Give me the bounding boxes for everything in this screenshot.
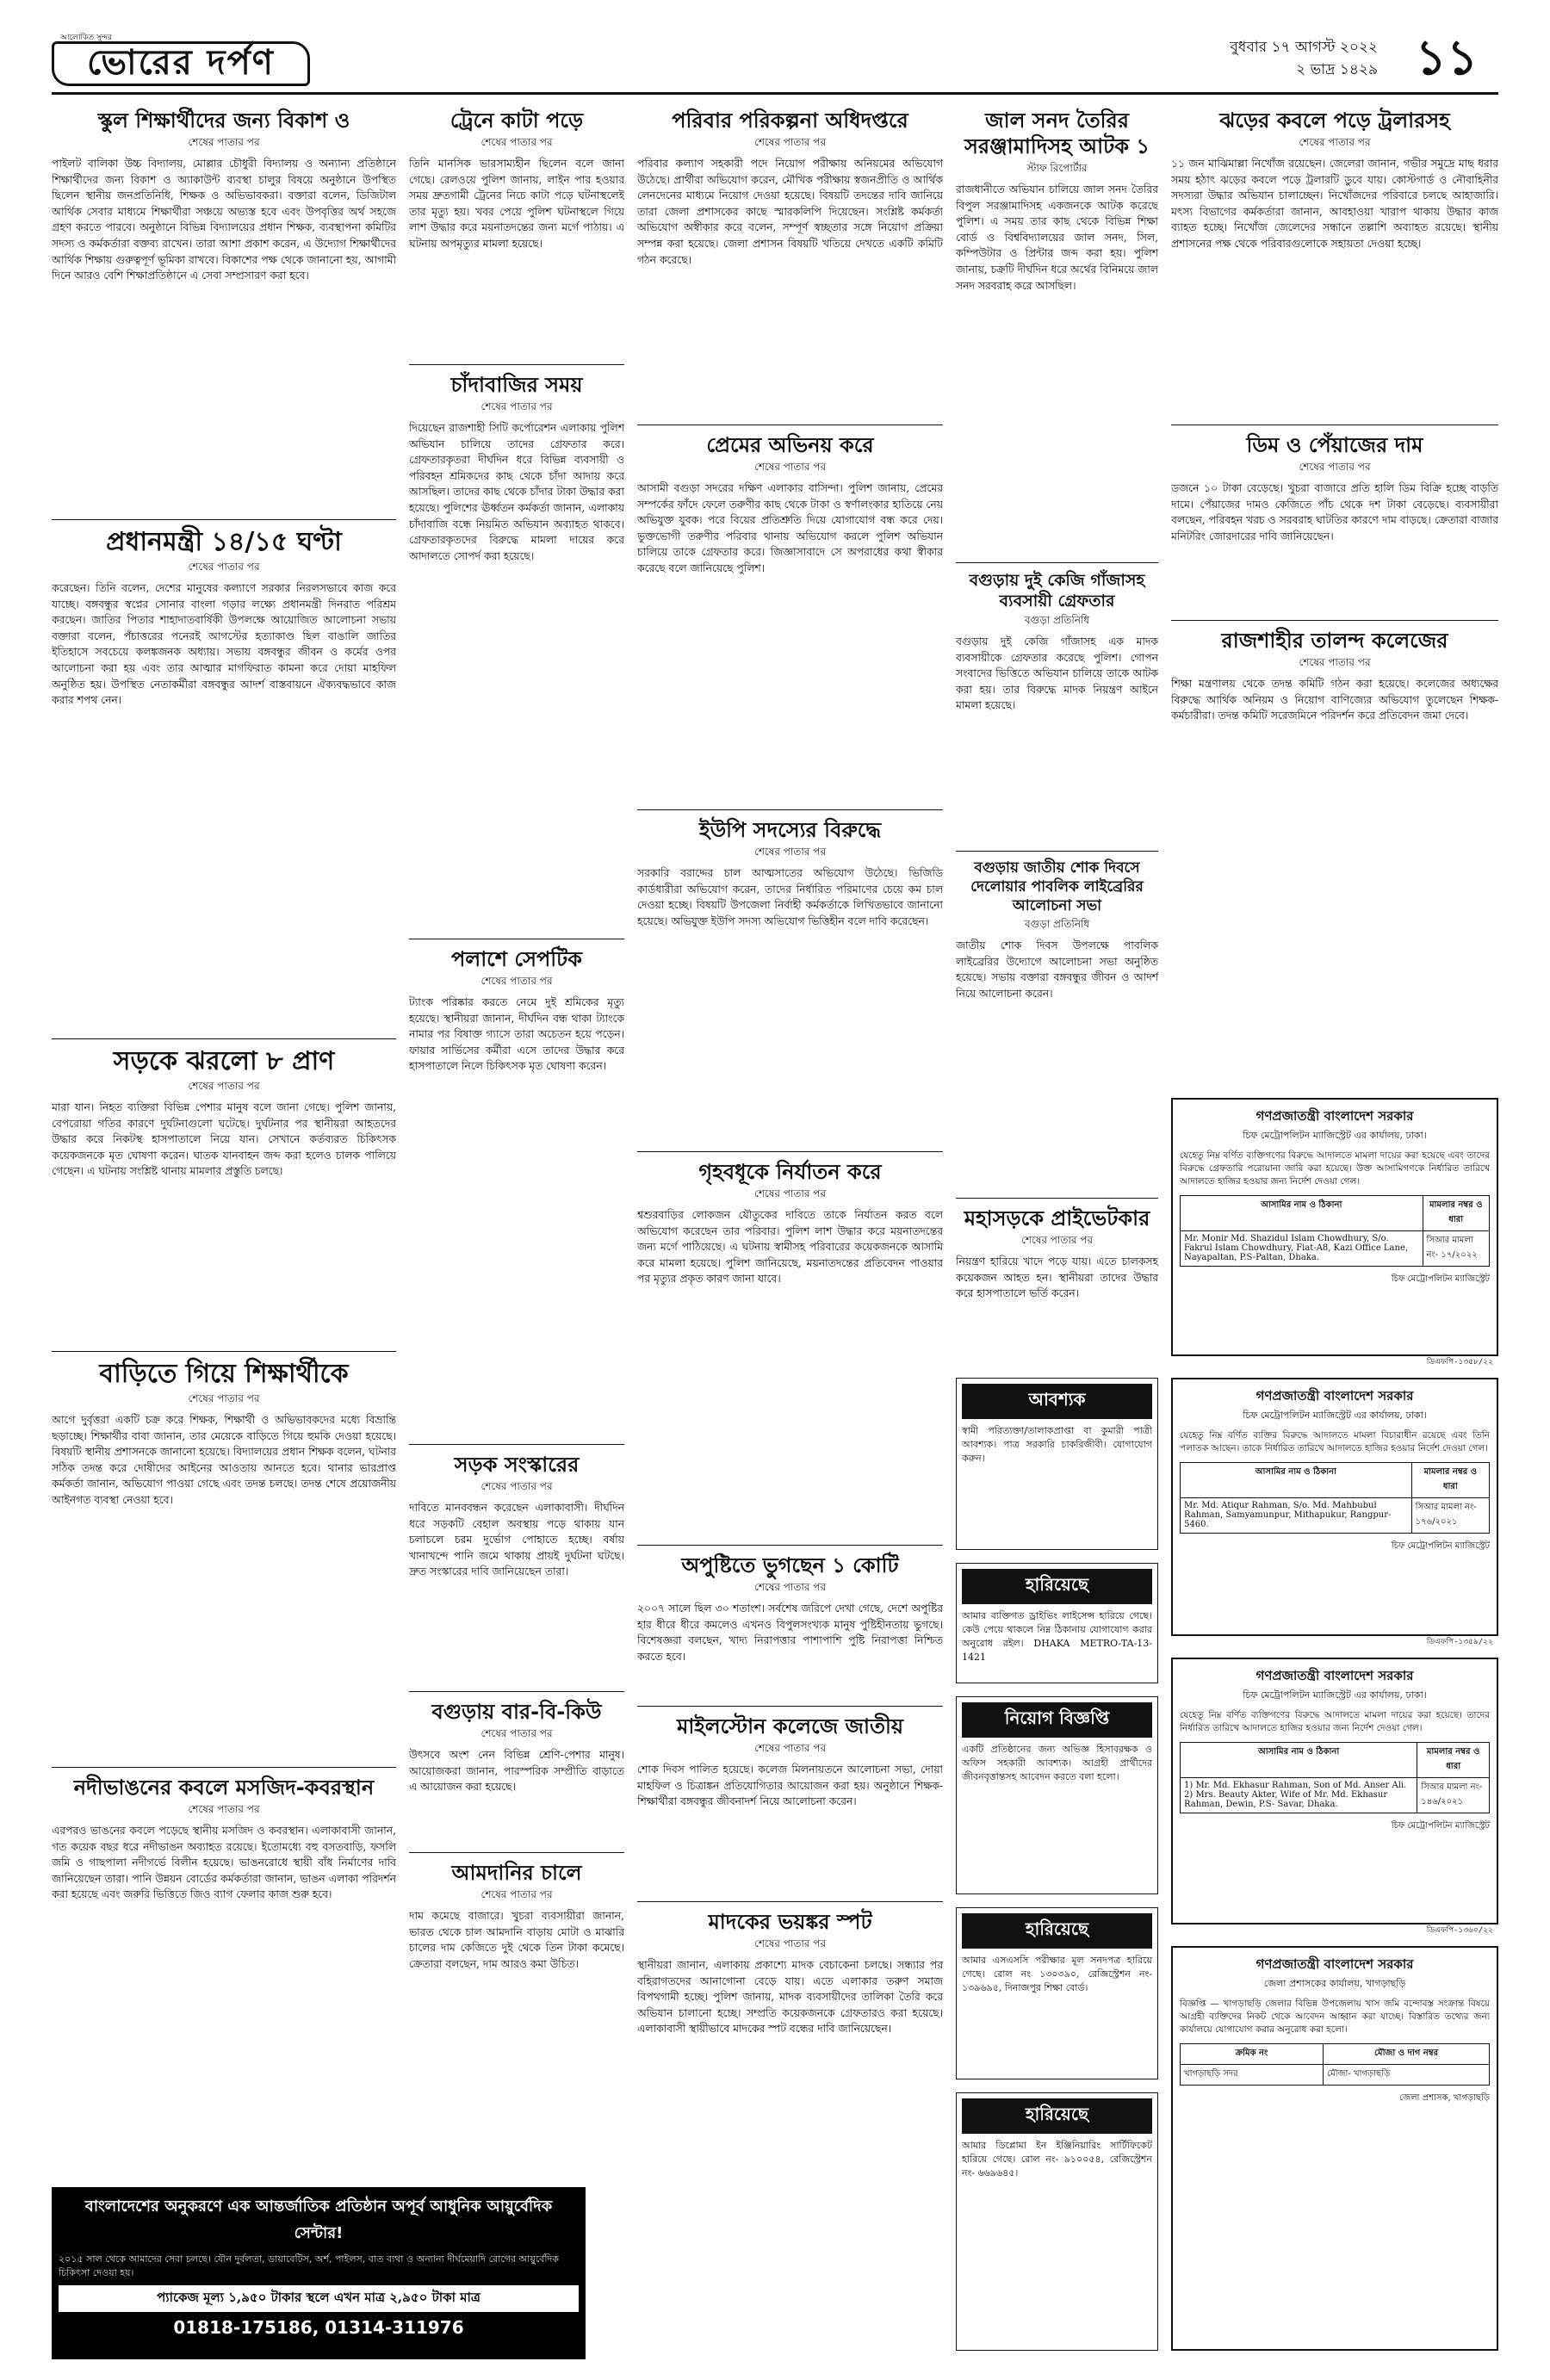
kicker: শেষের পাতার পর — [480, 1888, 553, 1900]
kicker: শেষের পাতার পর — [1299, 656, 1371, 668]
article-torture — [637, 1159, 943, 1534]
article-road — [52, 1046, 396, 1341]
article-shortfall — [637, 1553, 943, 1695]
headline: ঝড়ের কবলে পড়ে ট্রলারসহ — [1219, 108, 1450, 133]
article-body: নিয়ন্ত্রণ হারিয়ে খাদে পড়ে যায়। এতে চালকসহ কয়েকজন আহত হন। স্থানীয়রা তাদের উদ্ধার করে হাসপাতালে ভর্তি করেন। — [956, 1255, 1158, 1300]
table-cell: মৌজা- খাগড়াছড়ি — [1324, 2065, 1490, 2086]
kicker: শেষের পাতার পর — [1020, 1234, 1094, 1246]
article-milestone — [637, 1714, 943, 1891]
table-cell: খাগড়াছড়ি সদর — [1181, 2065, 1324, 2086]
gov-ad-body: বিজ্ঞপ্তি — খাগড়াছড়ি জেলার বিভিন্ন উপজেলায় খাস জমি বন্দোবস্ত সংক্রান্ত বিষয়ে আগ্রহী ব্যক্তিদের নিকট থেকে আবেদন আহ্বান করা যাচ্ছে। বিস্তারিত তথ্যের জন্য কার্যালয়ে যোগাযোগ করার অনুরোধ করা হলো। — [1180, 1999, 1490, 2035]
logo-wrap — [52, 31, 327, 86]
ad-code: ডিএফপি-১৩৬০/২২ — [1426, 1926, 1493, 1935]
gov-ad-3 — [1171, 1658, 1498, 1935]
kicker: শেষের পাতার পর — [1299, 461, 1371, 473]
table-header: আসামির নাম ও ঠিকানা — [1181, 1196, 1423, 1231]
table-header: মামলার নম্বর ও ধারা — [1411, 1463, 1489, 1498]
classified-lost-1 — [956, 1563, 1158, 1683]
kicker: শেষের পাতার পর — [480, 400, 553, 412]
headline: বগুড়ায় জাতীয় শোক দিবসে দেলোয়ার পাবলিক লাইব্রেরির আলোচনা সভা — [970, 859, 1144, 914]
gov-ad-4 — [1171, 1946, 1498, 2351]
kicker: বগুড়া প্রতিনিধি — [1024, 614, 1090, 626]
kicker: শেষের পাতার পর — [188, 1392, 260, 1404]
article-trawler — [1171, 108, 1498, 414]
gov-ad-body: যেহেতু নিম্ন বর্ণিত ব্যক্তির বিরুদ্ধে আদালতে মামলা বিচারাধীন রয়েছে এবং তিনি পলাতক আছেন। তাকে নির্ধারিত তারিখে আদালতে হাজির হওয়ার নির্দেশ দেওয়া গেল। — [1180, 1430, 1490, 1453]
divider — [52, 519, 396, 520]
divider — [956, 1198, 1158, 1199]
column-5 — [1171, 108, 1498, 798]
dateline — [1230, 36, 1378, 81]
headline: মাদকের ভয়ঙ্কর স্পট — [708, 1910, 872, 1934]
table-cell: Mr. Monir Md. Shazidul Islam Chowdhury, S/o. Fakrul Islam Chowdhury, Fiat-A8, Kazi Office Lane, Nayapaltan, P.S-Paltan, Dhaka. — [1181, 1231, 1423, 1267]
article-income — [409, 1860, 624, 2132]
gov-ad-table — [1180, 1195, 1490, 1267]
headline: মহাসড়কে প্রাইভেটকার — [964, 1206, 1150, 1230]
date-gregorian: বুধবার ১৭ আগস্ট ২০২২ — [1230, 39, 1378, 56]
classified-body: একটি প্রতিষ্ঠানের জন্য অভিজ্ঞ হিসাবরক্ষক ও অফিস সহকারী আবশ্যক। আগ্রহী প্রার্থীদের জীবনবৃত্তান্তসহ আবেদন করতে বলা হলো। — [962, 1744, 1152, 1782]
divider — [52, 1351, 396, 1352]
article-up — [637, 817, 943, 1141]
gov-ad-table — [1180, 2043, 1490, 2086]
kicker: শেষের পাতার পর — [753, 1581, 827, 1593]
column-2 — [409, 108, 624, 2142]
ad-code: ডিএফপি-১৩৫৮/২২ — [1426, 1358, 1493, 1367]
gov-ad-signature: চিফ মেট্রোপলিটন ম্যাজিস্ট্রেট — [1391, 1821, 1490, 1831]
kicker: শেষের পাতার পর — [753, 1937, 827, 1949]
table-header: মৌজা ও দাগ নম্বর — [1324, 2044, 1490, 2065]
article-body: ডজনে ১০ টাকা বেড়েছে। খুচরা বাজারে প্রতি হালি ডিম বিক্রি হচ্ছে বাড়তি দামে। পেঁয়াজের দামও কেজিতে পাঁচ থেকে দশ টাকা বেড়েছে। ব্যবসায়ীরা বলছেন, পরিবহন খরচ ও সরবরাহ ঘাটতির কারণে দাম বাড়ছে। ক্রেতারা বাজার মনিটরিং জোরদারের দাবি জানিয়েছেন। — [1171, 482, 1498, 542]
kicker: শেষের পাতার পর — [753, 846, 827, 858]
article-body: ২০০৭ সালে ছিল ৩০ শতাংশ। সর্বশেষ জরিপে দেখা গেছে, দেশে অপুষ্টির হার ধীরে ধীরে কমলেও এখনও বিপুলসংখ্যক মানুষ পুষ্টিহীনতায় ভুগছে। বিশেষজ্ঞরা বলছেন, খাদ্য নিরাপত্তার পাশাপাশি পুষ্টি নিরাপত্তা নিশ্চিত করতে হবে। — [637, 1602, 943, 1663]
article-roadrepair — [409, 1452, 624, 1681]
kicker: বগুড়া প্রতিনিধি — [1024, 918, 1090, 930]
headline: নদীভাঙনের কবলে মসজিদ-কবরস্থান — [73, 1776, 375, 1800]
table-header: মামলার নম্বর ও ধারা — [1417, 1743, 1490, 1778]
table-header: আসামির নাম ও ঠিকানা — [1181, 1463, 1412, 1498]
headline: সড়ক সংস্কারের — [454, 1453, 580, 1477]
article-body: উৎসবে অংশ নেন বিভিন্ন শ্রেণি-পেশার মানুষ। আয়োজকরা জানান, পারস্পরিক সম্প্রীতি বাড়াতে এ আয়োজন করা হয়েছে। — [409, 1749, 624, 1794]
kicker: শেষের পাতার পর — [480, 1480, 553, 1492]
article-school — [52, 108, 396, 509]
classified-lost-3 — [956, 2092, 1158, 2351]
classified-body: আমার এসএসসি পরীক্ষার মূল সনদপত্র হারিয়ে গেছে। রোল নং ১৩০৩৯০, রেজিস্ট্রেশন নং- ১৩৯৬৯৫, দিনাজপুর শিক্ষা বোর্ড। — [962, 1955, 1152, 1993]
article-drama — [637, 432, 943, 799]
article-body: করেছেন। তিনি বলেন, দেশের মানুষের কল্যাণে সরকার নিরলসভাবে কাজ করে যাচ্ছে। বঙ্গবন্ধুর স্বপ্নের সোনার বাংলা গড়ার লক্ষ্যে প্রধানমন্ত্রী দিনরাত পরিশ্রম করছেন। জাতির পিতার শাহাদাতবার্ষিকী উপলক্ষে আয়োজিত আলোচনা সভায় বক্তারা বলেন, পঁচাত্তরের পনেরই আগস্টের হত্যাকাণ্ড ছিল বাঙালি জাতির ইতিহাসে সবচেয়ে কলঙ্কজনক অধ্যায়। সভায় বঙ্গবন্ধুর জীবন ও কর্মের ওপর আলোচনা করা হয় এবং তার আত্মার মাগফিরাত কামনা করে দোয়া মাহফিল অনুষ্ঠিত হয়। উপস্থিত নেতাকর্মীরা বঙ্গবন্ধুর আদর্শ বাস্তবায়নে ঐক্যবদ্ধভাবে কাজ করার শপথ নেন। — [52, 582, 396, 707]
divider — [637, 1901, 943, 1902]
headline: মাইলস্টোন কলেজে জাতীয় — [677, 1714, 903, 1739]
kicker: শেষের পাতার পর — [188, 1080, 260, 1092]
ayurvedic-promo-ad — [52, 2187, 586, 2359]
article-body: রাজধানীতে অভিযান চালিয়ে জাল সনদ তৈরির বিপুল সরঞ্জামাদিসহ একজনকে আটক করেছে পুলিশ। এ সময় তার কাছ থেকে বিভিন্ন শিক্ষা বোর্ড ও বিশ্ববিদ্যালয়ের জাল সনদ, সিল, কম্পিউটার ও প্রিন্টার জব্দ করা হয়। পুলিশ জানায়, চক্রটি দীর্ঘদিন ধরে অর্থের বিনিময়ে জাল সনদ সরবরাহ করে আসছিল। — [956, 183, 1158, 292]
kicker: শেষের পাতার পর — [753, 136, 827, 148]
headline: আমদানির চালে — [451, 1861, 582, 1885]
article-body: এরপরও ভাঙনের কবলে পড়েছে স্থানীয় মসজিদ ও কবরস্থান। এলাকাবাসী জানান, গত কয়েক বছর ধরে নদীভাঙন অব্যাহত রয়েছে। ইতোমধ্যে বহু বসতবাড়ি, ফসলি জমি ও গাছপালা নদীগর্ভে বিলীন হয়েছে। ভাঙনরোধে স্থায়ী বাঁধ নির্মাণের দাবি জানিয়েছেন তারা। পানি উন্নয়ন বোর্ডের কর্মকর্তারা জানান, ভাঙন এলাকা পরিদর্শন করা হয়েছে এবং জরুরি ভিত্তিতে জিও ব্যাগ ফেলার কাজ শুরু হবে। — [52, 1825, 396, 1901]
headline: প্রধানমন্ত্রী ১৪/১৫ ঘণ্টা — [106, 527, 342, 557]
article-body: পাইলট বালিকা উচ্চ বিদ্যালয়, মোল্লার চৌধুরী বিদ্যালয় ও অন্যান্য প্রতিষ্ঠানে শিক্ষার্থীদের জন্য বিকাশ ও অ্যাকাউন্ট ব্যবস্থা চালুর বিষয়ে অনুষ্ঠানে উপস্থিত ছিলেন স্থানীয় জনপ্রতিনিধি, শিক্ষক ও অভিভাবকরা। বক্তারা বলেন, ডিজিটাল আর্থিক সেবার মাধ্যমে শিক্ষার্থীরা সঞ্চয়ে অভ্যস্ত হবে এবং উপবৃত্তির অর্থ সহজে গ্রহণ করতে পারবে। অনুষ্ঠানে বিভিন্ন বিদ্যালয়ের প্রধান শিক্ষক, ব্যবস্থাপনা কমিটির সদস্য ও কর্মকর্তারা বক্তব্য রাখেন। তারা আশা প্রকাশ করেন, এ উদ্যোগ শিক্ষার্থীদের আর্থিক শিক্ষায় গুরুত্বপূর্ণ ভূমিকা রাখবে। বিকাশের পক্ষ থেকে জানানো হয়, আগামী দিনে আরও বেশি শিক্ষাপ্রতিষ্ঠানে এ সেবা সম্প্রসারণ করা হবে। — [52, 158, 396, 282]
divider — [637, 1706, 943, 1707]
headline: বগুড়ায় বার-বি-কিউ — [431, 1700, 602, 1724]
classified-wanted — [956, 1378, 1158, 1550]
divider — [956, 562, 1158, 563]
article-body: পরিবার কল্যাণ সহকারী পদে নিয়োগ পরীক্ষায় অনিয়মের অভিযোগ উঠেছে। প্রার্থীরা অভিযোগ করেন, মৌখিক পরীক্ষায় স্বজনপ্রীতি ও আর্থিক লেনদেনের মাধ্যমে নিয়োগ দেওয়া হয়েছে। বিষয়টি তদন্তের দাবি জানিয়ে তারা জেলা প্রশাসকের কাছে স্মারকলিপি দিয়েছেন। সংশ্লিষ্ট কর্মকর্তা অভিযোগ অস্বীকার করে বলেন, সম্পূর্ণ স্বচ্ছতার সঙ্গে নিয়োগ প্রক্রিয়া সম্পন্ন করা হয়েছে। জেলা প্রশাসন বিষয়টি খতিয়ে দেখতে একটি কমিটি গঠন করেছে। — [637, 158, 943, 266]
article-body: ১১ জন মাঝিমাল্লা নিখোঁজ রয়েছেন। জেলেরা জানান, গভীর সমুদ্রে মাছ ধরার সময় হঠাৎ ঝড়ের কবলে পড়ে ট্রলারটি ডুবে যায়। কোস্টগার্ড ও নৌবাহিনীর সদস্যরা উদ্ধার অভিযান চালাচ্ছেন। নিখোঁজদের পরিবারে চলছে আহাজারি। মৎস্য বিভাগের কর্মকর্তারা জানান, আবহাওয়া খারাপ থাকায় উদ্ধার কাজ ব্যাহত হচ্ছে। নিখোঁজ জেলেদের সন্ধানে তল্লাশি অব্যাহত রয়েছে। স্থানীয় প্রশাসনের পক্ষ থেকে পরিবারগুলোকে সহায়তা দেওয়া হচ্ছে। — [1171, 158, 1498, 250]
headline: ইউপি সদস্যের বিরুদ্ধে — [698, 818, 882, 842]
article-body: দিয়েছেন রাজশাহী সিটি কর্পোরেশন এলাকায় পুলিশ অভিযান চালিয়ে তাদের গ্রেফতার করে। গ্রেফতারকৃতরা দীর্ঘদিন ধরে বিভিন্ন ব্যবসায়ী ও পরিবহন শ্রমিকদের কাছ থেকে চাঁদা আদায় করে আসছিল। তাদের কাছ থেকে চাঁদার টাকা উদ্ধার করা হয়েছে। পুলিশের ঊর্ধ্বতন কর্মকর্তা জানান, এলাকায় চাঁদাবাজি বন্ধে নিয়মিত অভিযান অব্যাহত থাকবে। গ্রেফতারকৃতদের বিরুদ্ধে মামলা দায়ের করে আদালতে সোপর্দ করা হয়েছে। — [409, 422, 624, 562]
article-family — [637, 108, 943, 414]
article-bogura — [409, 1699, 624, 1842]
ad-code: ডিএফপি-১৩৫৯/২২ — [1426, 1638, 1493, 1646]
article-body: শিক্ষা মন্ত্রণালয় থেকে তদন্ত কমিটি গঠন করা হয়েছে। কলেজের অধ্যক্ষের বিরুদ্ধে আর্থিক অনিয়ম ও নিয়োগ বাণিজ্যের অভিযোগ তুলেছেন শিক্ষক-কর্মচারীরা। তদন্ত কমিটি সরেজমিনে পরিদর্শন করে প্রতিবেদন জমা দেবে। — [1171, 678, 1498, 722]
table-cell: সিআর মামলা নং- ১৭/২০২২ — [1423, 1231, 1489, 1267]
divider — [637, 809, 943, 810]
headline: বগুড়ায় দুই কেজি গাঁজাসহ ব্যবসায়ী গ্রেফতার — [969, 571, 1145, 610]
date-bengali: ২ ভাদ্র ১৪২৯ — [1296, 61, 1378, 78]
gov-ad-subtitle: জেলা প্রশাসকের কার্যালয়, খাগড়াছড়ি — [1263, 1978, 1406, 1989]
headline: চাঁদাবাজির সময় — [450, 373, 583, 397]
gov-ad-signature: জেলা প্রশাসক, খাগড়াছড়ি — [1399, 2093, 1490, 2103]
headline: রাজশাহীর তালন্দ কলেজের — [1221, 629, 1448, 653]
article-body: আগে দুর্বৃত্তরা একটি চক্র করে শিক্ষক, শিক্ষার্থী ও অভিভাবকদের মধ্যে বিভ্রান্তি ছড়াচ্ছে। শিক্ষার্থীর বাবা জানান, তার মেয়েকে বাড়িতে গিয়ে হুমকি দেওয়া হয়েছে। বিষয়টি স্থানীয় প্রশাসনকে জানানো হয়েছে। বিদ্যালয়ের প্রধান শিক্ষক বলেন, ঘটনার সঠিক তদন্ত করে দোষীদের আইনের আওতায় আনতে হবে। থানার ভারপ্রাপ্ত কর্মকর্তা জানান, অভিযোগ পাওয়া গেছে এবং তদন্ত চলছে। তদন্ত শেষে প্রয়োজনীয় আইনগত ব্যবস্থা নেওয়া হবে। — [52, 1414, 396, 1506]
classified-body: আমার ডিপ্লোমা ইন ইঞ্জিনিয়ারিং সার্টিফিকেট হারিয়ে গেছে। রোল নং- ৯১০০৫৪, রেজিস্ট্রেশন নং- ৬৬৯৬৪৫। — [962, 2140, 1152, 2179]
gov-ad-signature: চিফ মেট্রোপলিটন ম্যাজিস্ট্রেট — [1391, 1274, 1490, 1284]
divider — [637, 1545, 943, 1546]
classified-notice — [956, 1696, 1158, 1894]
headline: জাল সনদ তৈরির সরঞ্জামাদিসহ আটক ১ — [964, 108, 1150, 158]
column-1 — [52, 108, 396, 2066]
divider — [409, 1691, 624, 1692]
promo-price: প্যাকেজ মূল্য ১,৯৫০ টাকার স্থলে এখন মাত্র ২,৯৫০ টাকা মাত্র — [59, 2285, 579, 2312]
kicker: শেষের পাতার পর — [480, 136, 553, 148]
article-body: শ্বশুরবাড়ির লোকজন যৌতুকের দাবিতে তাকে নির্যাতন করত বলে অভিযোগ করেছেন তার পরিবার। পুলিশ লাশ উদ্ধার করে ময়নাতদন্তের জন্য মর্গে পাঠিয়েছে। এ ঘটনায় স্বামীসহ পরিবারের কয়েকজনকে আসামি করে মামলা হয়েছে। পুলিশ জানিয়েছে, ময়নাতদন্তের প্রতিবেদন পাওয়ার পর মৃত্যুর প্রকৃত কারণ জানা যাবে। — [637, 1209, 943, 1286]
article-drug — [637, 1909, 943, 2310]
table-header: ক্রমিক নং — [1181, 2044, 1324, 2065]
article-home — [52, 1359, 396, 1757]
gov-ad-title: গণপ্রজাতন্ত্রী বাংলাদেশ সরকার — [1256, 1956, 1414, 1972]
article-river — [52, 1775, 396, 2055]
divider — [52, 1767, 396, 1768]
classified-heading: নিয়োগ বিজ্ঞপ্তি — [962, 1702, 1152, 1738]
newspaper-logo: ভোরের দর্পণ — [52, 41, 310, 86]
article-body: দাম কমেছে বাজারে। খুচরা ব্যবসায়ীরা জানান, ভারত থেকে চাল আমদানি বাড়ায় মোটা ও মাঝারি চালের দাম কেজিতে দুই থেকে তিন টাকা কমেছে। ক্রেতারা বলছেন, দাম আরও কমা উচিত। — [409, 1910, 624, 1970]
gov-ad-1 — [1171, 1098, 1498, 1367]
article-body: স্থানীয়রা জানান, এলাকায় প্রকাশ্যে মাদক বেচাকেনা চলছে। সন্ধ্যার পর বহিরাগতদের আনাগোনা বেড়ে যায়। এতে এলাকার তরুণ সমাজ বিপথগামী হচ্ছে। পুলিশ জানায়, মাদক ব্যবসায়ীদের তালিকা তৈরি করে অভিযান চালানো হচ্ছে। সম্প্রতি কয়েকজনকে গ্রেফতারও করা হয়েছে। এলাকাবাসী স্থায়ীভাবে মাদকের স্পট বন্ধের দাবি জানিয়েছেন। — [637, 1959, 943, 2036]
classified-heading: আবশ্যক — [962, 1384, 1152, 1419]
kicker: শেষের পাতার পর — [188, 561, 260, 573]
classified-lost-2 — [956, 1907, 1158, 2079]
headline: অপুষ্টিতে ভুগছেন ১ কোটি — [681, 1553, 899, 1577]
article-body: ট্যাংক পরিষ্কার করতে নেমে দুই শ্রমিকের মৃত্যু হয়েছে। স্থানীয়রা জানান, দীর্ঘদিন বন্ধ থাকা ট্যাংকে নামার পর বিষাক্ত গ্যাসে তারা অচেতন হয়ে পড়েন। ফায়ার সার্ভিসের কর্মীরা এসে তাদের উদ্ধার করে হাসপাতালে নিলে চিকিৎসক মৃত ঘোষণা করেন। — [409, 996, 624, 1073]
article-library — [956, 858, 1158, 1187]
gov-ad-body: যেহেতু নিম্ন বর্ণিত ব্যক্তিগণের বিরুদ্ধে আদালতে মামলা দায়ের করা হয়েছে। তাদের নির্ধারিত তারিখে আদালতে হাজির হওয়ার জন্য নির্দেশ দেওয়া গেল। — [1180, 1710, 1490, 1733]
divider — [956, 851, 1158, 852]
kicker: শেষের পাতার পর — [1299, 136, 1371, 148]
divider — [637, 1151, 943, 1152]
column-3 — [637, 108, 943, 2321]
classified-heading: হারিয়েছে — [962, 1913, 1152, 1949]
headline: বাড়িতে গিয়ে শিক্ষার্থীকে — [99, 1359, 349, 1389]
article-body: শোক দিবস পালিত হয়েছে। কলেজ মিলনায়তনে আলোচনা সভা, দোয়া মাহফিল ও চিত্রাঙ্কন প্রতিযোগিতার আয়োজন করা হয়। অনুষ্ঠানে শিক্ষক-শিক্ষার্থীরা বঙ্গবন্ধুর জীবনাদর্শ নিয়ে আলোচনা করেন। — [637, 1763, 943, 1808]
classified-body: স্বামী পরিত্যক্তা/তালাকপ্রাপ্তা বা কুমারী পাত্রী আবশ্যক। পাত্র সরকারি চাকরিজীবী। যোগাযোগ করুন। — [962, 1425, 1152, 1464]
classified-heading: হারিয়েছে — [962, 1569, 1152, 1604]
classified-heading: হারিয়েছে — [962, 2098, 1152, 2134]
gov-ad-table — [1180, 1742, 1490, 1813]
kicker: শেষের পাতার পর — [480, 975, 553, 987]
article-body: জাতীয় শোক দিবস উপলক্ষে পাবলিক লাইব্রেরির উদ্যোগে আলোচনা সভা অনুষ্ঠিত হয়েছে। সভায় বক্তারা বঙ্গবন্ধুর জীবন ও আদর্শ নিয়ে আলোচনা করেন। — [956, 939, 1158, 1000]
table-cell: সিআর মামলা নং- ১৪৬/২০২১ — [1417, 1778, 1490, 1813]
headline: স্কুল শিক্ষার্থীদের জন্য বিকাশ ও — [97, 108, 350, 133]
logo-tagline: আলোকিত সুন্দর — [60, 34, 113, 42]
kicker: শেষের পাতার পর — [753, 1742, 827, 1754]
table-cell: সিআর মামলা নং- ১৭৬/২০২১ — [1411, 1498, 1489, 1534]
headline: ট্রেনে কাটা পড়ে — [450, 108, 584, 133]
article-forgery — [956, 108, 1158, 552]
headline: পরিবার পরিকল্পনা অধিদপ্তরে — [672, 108, 908, 133]
kicker: শেষের পাতার পর — [753, 461, 827, 473]
gov-ad-subtitle: চিফ মেট্রোপলিটন ম্যাজিস্ট্রেট এর কার্যালয়, ঢাকা। — [1243, 1130, 1427, 1141]
divider — [409, 1852, 624, 1853]
article-pm — [52, 527, 396, 1028]
gov-ad-subtitle: চিফ মেট্রোপলিটন ম্যাজিস্ট্রেট এর কার্যালয়, ঢাকা। — [1243, 1689, 1427, 1701]
gov-ad-body: যেহেতু নিম্ন বর্ণিত ব্যক্তিগণের বিরুদ্ধে আদালতে মামলা দায়ের করা হয়েছে এবং তাদের বিরুদ্ধে গ্রেফতারি পরোয়ানা জারি করা হয়েছে। উক্ত আসামিগণকে নির্ধারিত তারিখে আদালতে হাজির হওয়ার জন্য নির্দেশ দেওয়া গেল। — [1180, 1150, 1490, 1187]
article-body: আসামী বগুড়া সদরের দক্ষিণ এলাকার বাসিন্দা। পুলিশ জানায়, প্রেমের সম্পর্কের ফাঁদে ফেলে তরুণীর কাছ থেকে টাকা ও স্বর্ণালংকার হাতিয়ে নেয় অভিযুক্ত যুবক। পরে বিয়ের প্রতিশ্রুতি দিয়ে যোগাযোগ বন্ধ করে দেয়। ভুক্তভোগী তরুণীর পরিবার থানায় অভিযোগ করলে পুলিশ অভিযান চালিয়ে তাকে গ্রেফতার করে। জিজ্ঞাসাবাদে সে অপরাধের কথা স্বীকার করেছে বলে জানিয়েছে পুলিশ। — [637, 482, 943, 574]
kicker: শেষের পাতার পর — [188, 136, 260, 148]
article-egg — [1171, 432, 1498, 610]
article-extortion — [409, 372, 624, 928]
gov-ad-2 — [1171, 1378, 1498, 1646]
kicker: শেষের পাতার পর — [188, 1803, 260, 1815]
gov-ad-table — [1180, 1462, 1490, 1534]
kicker: শেষের পাতার পর — [480, 1727, 553, 1739]
table-header: আসামির নাম ও ঠিকানা — [1181, 1743, 1417, 1778]
article-train — [409, 108, 624, 354]
table-cell: Mr. Md. Atiqur Rahman, S/o. Md. Mahbubul Rahman, Samyamunpur, Mithapukur, Rangpur-5460. — [1181, 1498, 1412, 1534]
classified-body: আমার ব্যক্তিগত ড্রাইভিং লাইসেন্স হারিয়ে গেছে। কেউ পেয়ে থাকলে নিম্ন ঠিকানায় যোগাযোগ করার অনুরোধ রইল। DHAKA METRO-TA-13-1421 — [962, 1610, 1152, 1663]
headline: গৃহবধূকে নির্যাতন করে — [698, 1160, 882, 1184]
gov-ad-title: গণপ্রজাতন্ত্রী বাংলাদেশ সরকার — [1256, 1108, 1414, 1124]
kicker: স্টাফ রিপোর্টার — [1026, 162, 1088, 174]
kicker: শেষের পাতার পর — [753, 1187, 827, 1199]
divider — [409, 364, 624, 365]
table-header: মামলার নম্বর ও ধারা — [1423, 1196, 1489, 1231]
gov-ad-title: গণপ্রজাতন্ত্রী বাংলাদেশ সরকার — [1256, 1388, 1414, 1404]
gov-ad-title: গণপ্রজাতন্ত্রী বাংলাদেশ সরকার — [1256, 1668, 1414, 1683]
article-body: বগুড়ায় দুই কেজি গাঁজাসহ এক মাদক ব্যবসায়ীকে গ্রেফতার করেছে পুলিশ। গোপন সংবাদের ভিত্তিতে অভিযান চালিয়ে তাকে আটক করা হয়। তার বিরুদ্ধে মাদক নিয়ন্ত্রণ আইনে মামলা হয়েছে। — [956, 635, 1158, 712]
promo-phone: 01818-175186, 01314-311976 — [173, 2317, 464, 2338]
headline: ডিম ও পেঁয়াজের দাম — [1246, 433, 1423, 457]
table-cell: 1) Mr. Md. Ekhasur Rahman, Son of Md. Anser Ali. 2) Mrs. Beauty Akter, Wife of Mr. Md. Ekhasur Rahman, Dewin, P.S- Savar, Dhaka. — [1181, 1778, 1417, 1813]
divider — [52, 1038, 396, 1039]
article-body: দাবিতে মানববন্ধন করেছেন এলাকাবাসী। দীর্ঘদিন ধরে সড়কটি বেহাল অবস্থায় পড়ে থাকায় যান চলাচলে চরম দুর্ভোগ পোহাতে হচ্ছে। বর্ষায় খানাখন্দে পানি জমে থাকায় প্রায়ই দুর্ঘটনা ঘটছে। দ্রুত সংস্কারের দাবি জানিয়েছেন তারা। — [409, 1502, 624, 1578]
divider — [1171, 620, 1498, 621]
headline: সড়কে ঝরলো ৮ প্রাণ — [113, 1046, 335, 1076]
article-body: তিনি মানসিক ভারসাম্যহীন ছিলেন বলে জানা গেছে। রেলওয়ে পুলিশ জানায়, লাইন পার হওয়ার সময় দ্রুতগামী ট্রেনের নিচে কাটা পড়ে ঘটনাস্থলেই তার মৃত্যু হয়। খবর পেয়ে পুলিশ ঘটনাস্থলে গিয়ে লাশ উদ্ধার করে ময়নাতদন্তের জন্য মর্গে পাঠায়। এ ঘটনায় অপমৃত্যুর মামলা হয়েছে। — [409, 158, 624, 250]
article-rajshahi — [1171, 628, 1498, 788]
masthead — [52, 26, 1498, 95]
headline: প্রেমের অভিনয় করে — [706, 433, 874, 457]
gov-ad-subtitle: চিফ মেট্রোপলিটন ম্যাজিস্ট্রেট এর কার্যালয়, ঢাকা। — [1243, 1410, 1427, 1421]
column-4 — [956, 108, 1158, 1488]
article-ganja — [956, 570, 1158, 840]
headline: পলাশে সেপটিক — [451, 947, 582, 971]
promo-title: বাংলাদেশের অনুকরণে এক আন্তর্জাতিক প্রতিষ্ঠান অপূর্ব আধুনিক আয়ুর্বেদিক সেন্টার! — [84, 2197, 553, 2242]
article-body: মারা যান। নিহত ব্যক্তিরা বিভিন্ন পেশার মানুষ বলে জানা গেছে। পুলিশ জানায়, বেপরোয়া গতির কারণে দুর্ঘটনাগুলো ঘটেছে। দুর্ঘটনার পর স্থানীয়রা আহতদের উদ্ধার করে নিকটস্থ হাসপাতালে নিয়ে যান। সেখানে কর্তব্যরত চিকিৎসক কয়েকজনকে মৃত ঘোষণা করেন। ঘাতক যানবাহন জব্দ করা হলেও চালক পালিয়ে গেছেন। এ ঘটনায় সংশ্লিষ্ট থানায় মামলার প্রস্তুতি চলছে। — [52, 1101, 396, 1178]
page-number: ১১ — [1415, 29, 1479, 86]
gov-ad-signature: চিফ মেট্রোপলিটন ম্যাজিস্ট্রেট — [1391, 1541, 1490, 1551]
article-body: সরকারি বরাদ্দের চাল আত্মসাতের অভিযোগ উঠেছে। ভিজিডি কার্ডধারীরা অভিযোগ করেন, তাদের নির্ধারিত পরিমাণের চেয়ে কম চাল দেওয়া হচ্ছে। বিষয়টি উপজেলা নির্বাহী কর্মকর্তাকে লিখিতভাবে জানানো হয়েছে। অভিযুক্ত ইউপি সদস্য অভিযোগ ভিত্তিহীন বলে দাবি করেছেন। — [637, 867, 943, 927]
promo-body: ২০১৫ সাল থেকে আমাদের সেবা চলছে। যৌন দুর্বলতা, ডায়াবেটিস, অর্শ, পাইলস, বাত ব্যথা ও অন্যান্য দীর্ঘমেয়াদি রোগের আয়ুর্বেদিক চিকিৎসা দেওয়া হয়। — [59, 2253, 559, 2278]
article-pepsi — [409, 946, 624, 1434]
divider — [409, 1444, 624, 1445]
